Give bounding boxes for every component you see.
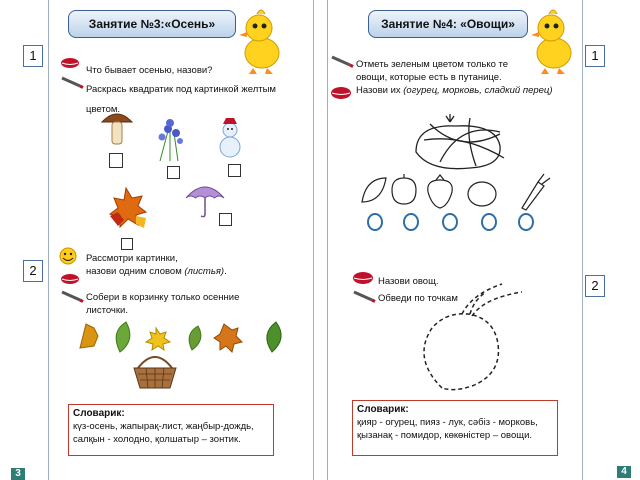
- duckling-icon: [235, 8, 285, 78]
- left-section-1-number: 1: [23, 45, 43, 67]
- leaves-icon: [106, 186, 150, 232]
- right-question-2: Назови овощ.: [378, 276, 439, 287]
- right-dictionary-text: қияр - огурец, пияз - лук, сәбіз - морковь, қызанақ - помидор, көкөністер – овощи.: [357, 417, 538, 441]
- left-question-3-line1: Рассмотри картинки,: [86, 253, 178, 264]
- right-question-3: Обведи по точкам: [378, 293, 458, 304]
- snowman-icon: [215, 118, 245, 158]
- center-divider-line-2: [327, 0, 328, 480]
- cucumber-icon: [362, 178, 386, 202]
- carrot-icon: [522, 174, 550, 210]
- left-dictionary-title: Словарик:: [73, 408, 125, 419]
- carrot-answer-circle[interactable]: [518, 213, 534, 231]
- pencil-icon: [352, 290, 376, 302]
- pencil-icon: [60, 290, 84, 302]
- smiley-icon: [58, 247, 78, 265]
- right-q1-prefix: Назови их: [356, 85, 404, 96]
- leaf-row: [76, 318, 306, 358]
- left-q3-italic: (листья): [184, 266, 225, 277]
- left-q3-prefix: назови одним словом: [86, 266, 185, 277]
- right-question-1-line2: овощи, которые есть в путанице.: [356, 72, 502, 83]
- green-leaf-icon: [116, 322, 130, 352]
- right-lesson-title: Занятие №4: «Овощи»: [368, 10, 528, 38]
- page-number-right: 4: [617, 466, 631, 478]
- left-lesson-title: Занятие №3:«Осень»: [68, 10, 236, 38]
- left-question-3-line2: [86, 265, 227, 278]
- page-number-left: 3: [11, 468, 25, 480]
- right-question-1-line1: Отметь зеленым цветом только те: [356, 59, 509, 70]
- basket-icon: [132, 352, 178, 392]
- left-question-4: Собери в корзинку только осенние листочки.: [86, 292, 240, 316]
- right-question-1-line3: [356, 84, 556, 97]
- flowers-checkbox[interactable]: [167, 166, 180, 179]
- vegetable-tangle-icon: [410, 112, 520, 172]
- left-question-2: Раскрась квадратик под картинкой желтым цветом.: [86, 84, 276, 115]
- potato-icon: [468, 182, 496, 206]
- vegetables-row: [358, 172, 558, 212]
- mouth-icon: [60, 273, 80, 285]
- center-divider-line: [313, 0, 314, 480]
- left-dictionary-box: [68, 404, 274, 456]
- umbrella-checkbox[interactable]: [219, 213, 232, 226]
- pencil-icon: [60, 76, 84, 88]
- right-section-2-number: 2: [585, 275, 605, 297]
- pepper-icon: [392, 174, 416, 204]
- dotted-onion-icon: [414, 278, 534, 398]
- leaves-checkbox[interactable]: [121, 238, 133, 250]
- strawberry-answer-circle[interactable]: [442, 213, 458, 231]
- oak-leaf-icon: [80, 324, 98, 348]
- birch-leaf-icon: [189, 326, 201, 350]
- right-dictionary-title: Словарик:: [357, 404, 409, 415]
- left-question-1: Что бывает осенью, назови?: [86, 65, 213, 76]
- mouth-icon: [60, 57, 80, 69]
- left-margin-line: [48, 0, 49, 480]
- snowman-checkbox[interactable]: [228, 164, 241, 177]
- left-section-2-number: 2: [23, 260, 43, 282]
- potato-answer-circle[interactable]: [481, 213, 497, 231]
- green-leaf-icon-2: [267, 322, 281, 352]
- autumn-leaf-icon: [214, 324, 242, 352]
- right-section-1-number: 1: [585, 45, 605, 67]
- flowers-icon: [152, 115, 188, 163]
- pencil-icon: [330, 55, 354, 67]
- mouth-icon: [330, 86, 352, 100]
- right-q1-italic: (огурец, морковь, сладкий перец): [403, 85, 553, 96]
- right-dictionary-box: [352, 400, 558, 456]
- mushroom-icon: [100, 108, 134, 148]
- pepper-answer-circle[interactable]: [403, 213, 419, 231]
- mushroom-checkbox[interactable]: [109, 153, 123, 168]
- maple-leaf-icon: [146, 328, 170, 350]
- left-q3-suffix: .: [224, 266, 227, 277]
- cucumber-answer-circle[interactable]: [367, 213, 383, 231]
- duckling-icon: [527, 8, 577, 78]
- mouth-icon: [352, 271, 374, 285]
- right-margin-line: [582, 0, 583, 480]
- strawberry-icon: [428, 175, 453, 208]
- left-dictionary-text: күз-осень, жапырақ-лист, жаңбыр-дождь, салқын - холодно, қолшатыр – зонтик.: [73, 421, 254, 445]
